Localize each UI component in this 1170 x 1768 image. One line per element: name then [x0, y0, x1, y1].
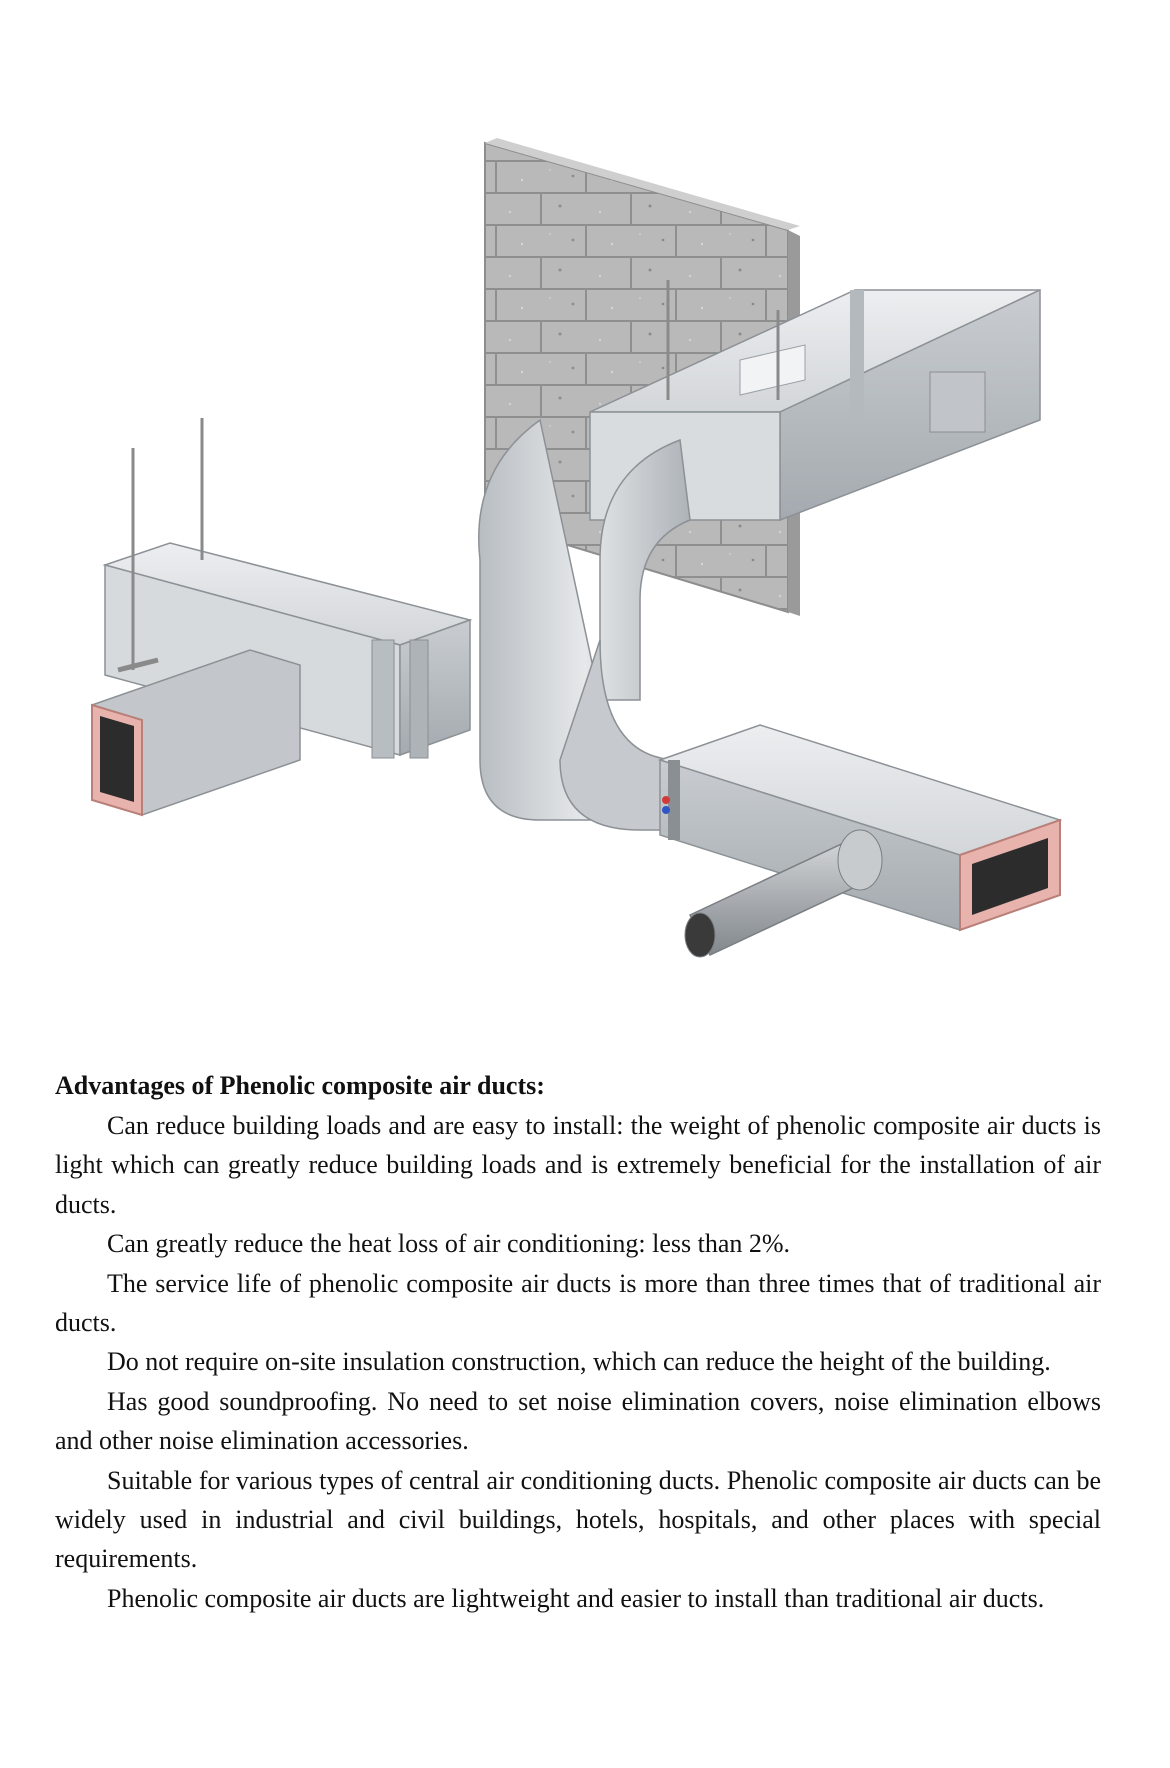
- paragraph-building-loads: Can reduce building loads and are easy to install: the weight of phenolic composite air ducts is light which can greatly reduce building loads and is extremely beneficial for the installation of air ducts.: [55, 1111, 1101, 1219]
- advantages-section: [55, 1067, 1101, 1618]
- paragraph-insulation: Do not require on-site insulation construction, which can reduce the height of the building.: [107, 1347, 1051, 1377]
- paragraph-heat-loss: Can greatly reduce the heat loss of air conditioning: less than 2%.: [107, 1229, 791, 1259]
- paragraph-service-life: The service life of phenolic composite air ducts is more than three times that of traditional air ducts.: [55, 1268, 1101, 1338]
- lower-duct: [660, 725, 1060, 930]
- left-tee-duct: [92, 543, 470, 815]
- section-heading: Advantages of Phenolic composite air ducts:: [55, 1071, 545, 1100]
- paragraph-soundproofing: Has good soundproofing. No need to set noise elimination covers, noise elimination elbows and other noise elimination accessories.: [55, 1386, 1101, 1456]
- paragraph-applications: Suitable for various types of central air conditioning ducts. Phenolic composite air ducts can be widely used in industrial and civil buildings, hotels, hospitals, and other places with special requirements.: [55, 1465, 1101, 1574]
- paragraph-lightweight: Phenolic composite air ducts are lightweight and easier to install than traditional air ducts.: [107, 1583, 1045, 1613]
